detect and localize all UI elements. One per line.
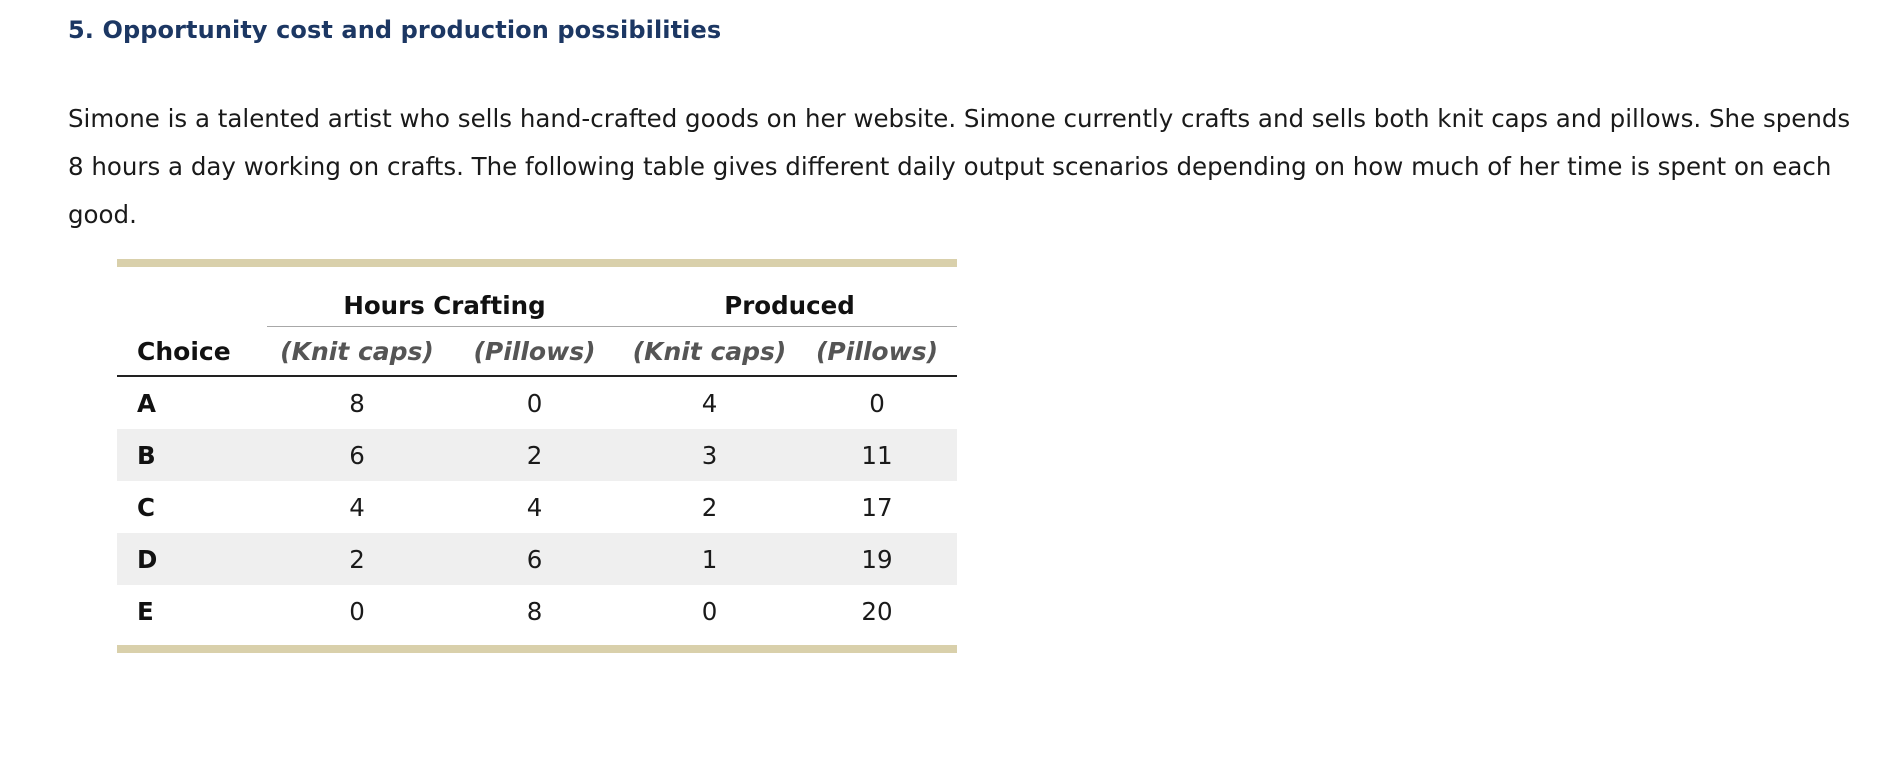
- cell-produced-caps: 4: [701, 388, 718, 418]
- cell-choice: B: [117, 429, 267, 481]
- cell-produced-pillows: 11: [797, 429, 957, 481]
- cell-produced-pillows: 17: [861, 492, 893, 522]
- cell-produced-pillows: 19: [797, 533, 957, 585]
- cell-choice: E: [137, 596, 154, 626]
- table-row: [117, 429, 957, 481]
- table-row: [117, 533, 957, 585]
- table-top-bar: [117, 259, 957, 267]
- cell-hours-caps: 2: [267, 533, 447, 585]
- table-bottom-bar: [117, 645, 957, 653]
- output-table-container: [117, 259, 957, 653]
- cell-hours-pillows: 8: [526, 596, 543, 626]
- table-row: [117, 376, 957, 429]
- column-header-choice: Choice: [117, 327, 267, 376]
- cell-hours-pillows: 4: [526, 492, 543, 522]
- cell-choice: C: [137, 492, 155, 522]
- table-row: [117, 585, 957, 637]
- group-header-hours-label: Hours Crafting: [267, 291, 622, 327]
- cell-hours-caps: 4: [349, 492, 365, 522]
- column-header-produced-caps: (Knit caps): [622, 327, 797, 376]
- group-header-hours: [267, 267, 622, 327]
- table-row: [117, 481, 957, 533]
- cell-hours-pillows: 6: [447, 533, 622, 585]
- group-header-spacer: [117, 267, 267, 327]
- group-header-produced: [622, 267, 957, 327]
- cell-hours-pillows: 0: [526, 388, 543, 418]
- cell-produced-pillows: 20: [861, 596, 893, 626]
- cell-produced-caps: 1: [622, 533, 797, 585]
- cell-hours-pillows: 2: [447, 429, 622, 481]
- cell-hours-caps: 8: [349, 388, 365, 418]
- group-header-row: [117, 267, 957, 327]
- section-title: 5. Opportunity cost and production possibilities: [68, 16, 722, 44]
- column-header-row: [117, 327, 957, 376]
- column-header-produced-pillows: (Pillows): [797, 327, 957, 376]
- cell-produced-caps: 3: [622, 429, 797, 481]
- output-table: [117, 267, 957, 637]
- cell-produced-caps: 0: [701, 596, 718, 626]
- cell-choice: D: [117, 533, 267, 585]
- cell-produced-pillows: 0: [869, 388, 885, 418]
- group-header-produced-label: Produced: [622, 291, 957, 327]
- cell-hours-caps: 0: [349, 596, 365, 626]
- cell-produced-caps: 2: [701, 492, 718, 522]
- cell-hours-caps: 6: [267, 429, 447, 481]
- column-header-hours-caps: (Knit caps): [267, 327, 447, 376]
- cell-choice: A: [137, 388, 156, 418]
- column-header-hours-pillows: (Pillows): [447, 327, 622, 376]
- intro-paragraph: Simone is a talented artist who sells hand-crafted goods on her website. Simone currently crafts and sells both knit caps and pillows. She spends 8 hours a day working on crafts. The following table gives different daily output scenarios depending on how much of her time is spent on each good.: [68, 104, 1851, 229]
